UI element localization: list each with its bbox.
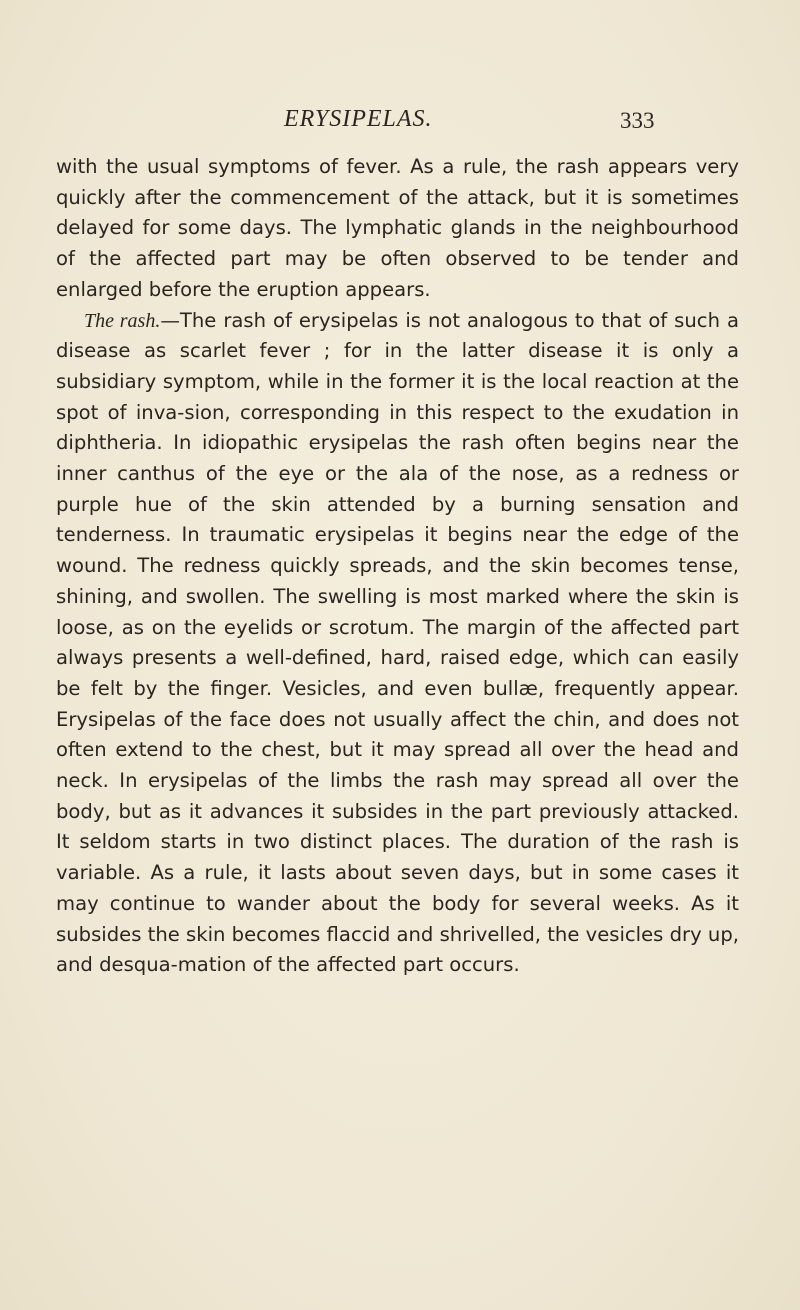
subheading-the-rash: The rash. [84,309,161,332]
paragraph-the-rash [56,306,739,981]
body-text [56,152,739,981]
running-title: ERYSIPELAS. [284,106,433,132]
paragraph-the-rash-text: —The rash of erysipelas is not analogous to that of such a disease as scarlet fever ; for in the latter disease it is only a subsidiary symptom, while in the former it is the local reaction at the spot of inva-sion, corresponding in this respect to the exudation in diphtheria. In idiopathic erysipelas the rash often begins near the inner canthus of the eye or the ala of the nose, as a redness or purple hue of the skin attended by a burning sensation and tenderness. In traumatic erysipelas it begins near the edge of the wound. The redness quickly spreads, and the skin becomes tense, shining, and swollen. The swelling is most marked where the skin is loose, as on the eyelids or scrotum. The margin of the affected part always presents a well-defined, hard, raised edge, which can easily be felt by the finger. Vesicles, and even bullæ, frequently appear. Erysipelas of the face does not usually affect the chin, and does not often extend to the chest, but it may spread all over the head and neck. In erysipelas of the limbs the rash may spread all over the body, but as it advances it subsides in the part previously attacked. It seldom starts in two distinct places. The duration of the rash is variable. As a rule, it lasts about seven days, but in some cases it may continue to wander about the body for several weeks. As it subsides the skin becomes flaccid and shrivelled, the vesicles dry up, and desqua-mation of the affected part occurs. [56,308,740,977]
paragraph-fever-symptoms: with the usual symptoms of fever. As a rule, the rash appears very quickly after the commencement of the attack, but it is sometimes delayed for some days. The lymphatic glands in the neighbourhood of the affected part may be often observed to be tender and enlarged before the eruption appears. [56,155,739,301]
page-number: 333 [620,108,655,133]
page-header [0,106,800,140]
